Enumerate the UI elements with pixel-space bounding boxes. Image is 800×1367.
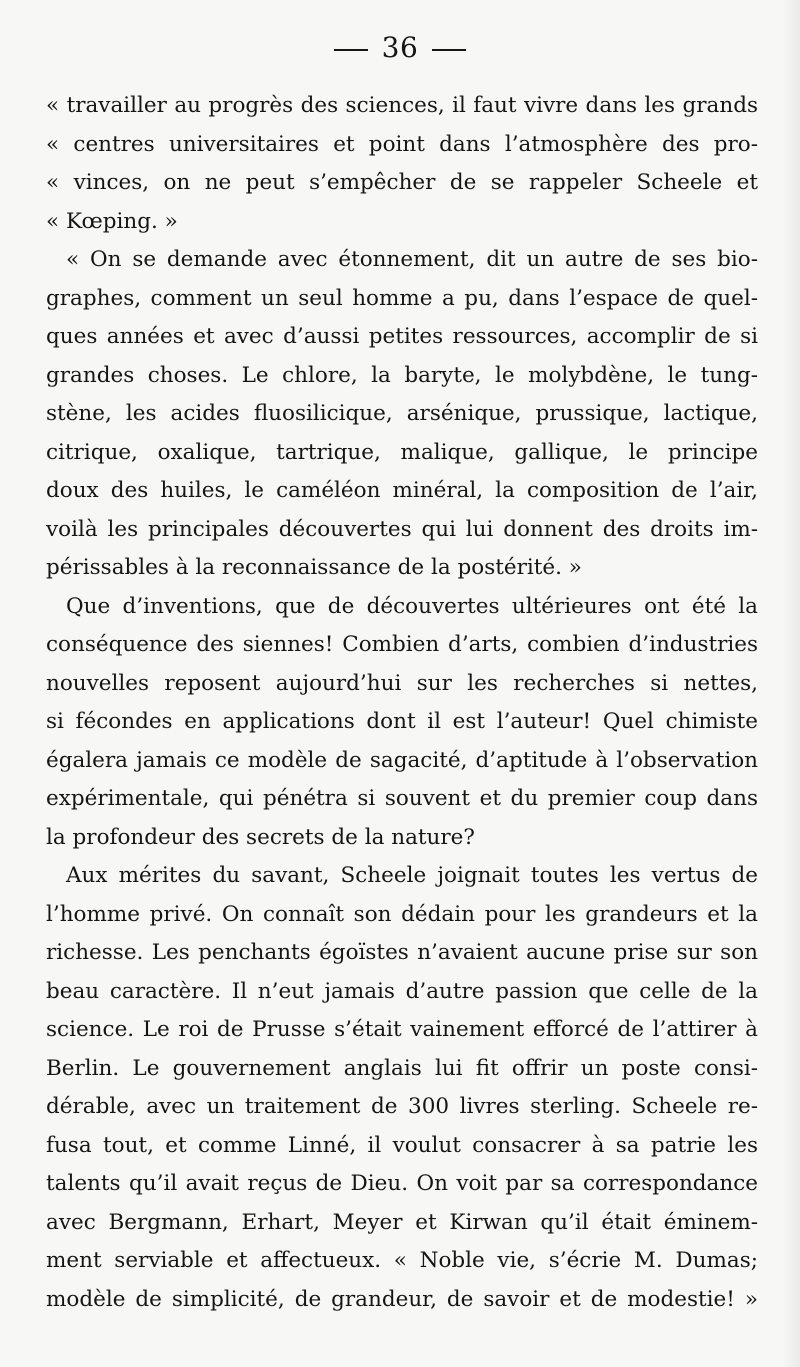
text-line: richesse. Les penchants égoïstes n’avaient aucune prise sur son [46,940,758,965]
text-line: conséquence des siennes! Combien d’arts, combien d’industries [46,632,758,657]
text-line: beau caractère. Il n’eut jamais d’autre passion que celle de la [46,978,758,1004]
text-line: voilà les principales découvertes qui lui donnent des droits im- [46,516,758,542]
header-dash-right [432,49,466,51]
text-line: talents qu’il avait reçus de Dieu. On voit par sa correspondance [46,1171,758,1196]
text-line: si fécondes en applications dont il est l’auteur! Quel chimiste [46,709,758,734]
page-header [0,28,800,68]
text-line: « travailler au progrès des sciences, il faut vivre dans les grands [46,93,758,118]
text-line: fusa tout, et comme Linné, il voulut consacrer à sa patrie les [46,1132,758,1158]
text-line: « Kœping. » [46,208,178,234]
text-line: grandes choses. Le chlore, la baryte, le molybdène, le tung- [46,362,758,388]
text-line: graphes, comment un seul homme a pu, dans l’espace de quel- [46,285,758,311]
page-number: 36 [381,31,419,64]
text-line: ment serviable et affectueux. « Noble vie, s’écrie M. Dumas; [46,1248,758,1273]
text-line: expérimentale, qui pénétra si souvent et du premier coup dans [46,786,758,811]
text-line: « vinces, on ne peut s’empêcher de se rappeler Scheele et [46,170,758,195]
header-dash-left [334,49,368,51]
text-line: « centres universitaires et point dans l’atmosphère des pro- [46,131,758,157]
text-line: Aux mérites du savant, Scheele joignait toutes les vertus de [66,863,758,888]
text-line: l’homme privé. On connaît son dédain pour les grandeurs et la [46,901,758,927]
text-line: nouvelles reposent aujourd’hui sur les recherches si nettes, [46,670,758,696]
text-line: « On se demande avec étonnement, dit un autre de ses bio- [66,247,758,272]
text-line: avec Bergmann, Erhart, Meyer et Kirwan qu’il était éminem- [46,1209,758,1235]
body-text [46,87,758,1319]
text-line: périssables à la reconnaissance de la postérité. » [46,555,582,580]
text-line: dérable, avec un traitement de 300 livres sterling. Scheele re- [46,1094,758,1119]
page-edge-shadow [782,0,800,1367]
text-line: citrique, oxalique, tartrique, malique, gallique, le principe [46,439,758,465]
text-line: science. Le roi de Prusse s’était vainement efforcé de l’attirer à [46,1017,758,1042]
text-line: Berlin. Le gouvernement anglais lui fit offrir un poste consi- [46,1055,758,1081]
text-line: modèle de simplicité, de grandeur, de savoir et de modestie! » [46,1286,758,1312]
text-line: Que d’inventions, que de découvertes ultérieures ont été la [66,593,758,619]
text-line: la profondeur des secrets de la nature? [46,824,475,850]
text-line: égalera jamais ce modèle de sagacité, d’aptitude à l’observation [46,747,758,773]
text-line: doux des huiles, le caméléon minéral, la composition de l’air, [46,478,758,503]
text-line: stène, les acides fluosilicique, arsénique, prussique, lactique, [46,401,758,426]
text-line: ques années et avec d’aussi petites ressources, accomplir de si [46,324,758,349]
